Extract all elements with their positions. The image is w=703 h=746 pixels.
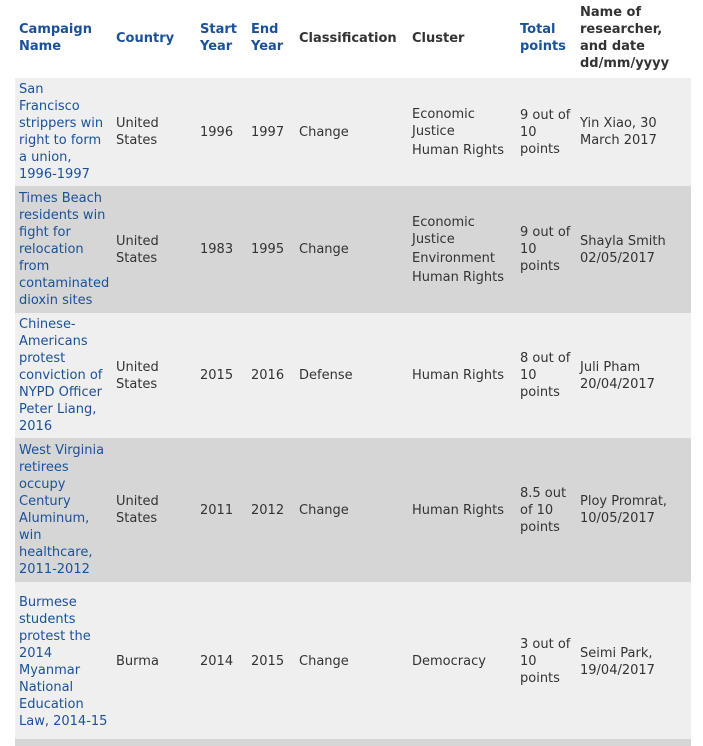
classification-cell: Defense bbox=[299, 368, 353, 383]
country-cell: United States bbox=[116, 494, 159, 526]
header-researcher: Name of researcher, and date dd/mm/yyyy bbox=[580, 5, 670, 71]
cluster-cell bbox=[408, 438, 516, 582]
campaign-link[interactable]: West Virginia retirees occupy Century Aluminum, win healthcare, 2011-2012 bbox=[19, 443, 105, 577]
next-table-row-partial bbox=[15, 739, 691, 746]
cluster-item: Environment bbox=[412, 250, 496, 266]
cluster-item: Economic Justice bbox=[412, 214, 475, 247]
start-year-cell: 1996 bbox=[200, 124, 234, 140]
points-cell: 9 out of 10 points bbox=[520, 225, 571, 274]
researcher-cell: Shayla Smith 02/05/2017 bbox=[580, 233, 666, 266]
cluster-cell bbox=[408, 313, 516, 438]
header-end-year[interactable]: End Year bbox=[251, 22, 284, 54]
table-row bbox=[15, 582, 691, 741]
cluster-item: Human Rights bbox=[412, 269, 505, 285]
start-year-cell: 2014 bbox=[200, 654, 234, 669]
table-row bbox=[15, 76, 691, 186]
header-campaign-name[interactable]: Campaign Name bbox=[19, 22, 92, 54]
header-cluster: Cluster bbox=[412, 30, 465, 46]
researcher-cell: Yin Xiao, 30 March 2017 bbox=[580, 116, 657, 148]
country-cell: United States bbox=[116, 233, 159, 266]
points-cell: 3 out of 10 points bbox=[520, 637, 571, 686]
header-total-points[interactable]: Total points bbox=[520, 22, 566, 54]
researcher-cell: Juli Pham 20/04/2017 bbox=[580, 359, 655, 392]
country-cell: Burma bbox=[116, 654, 159, 669]
start-year-cell: 2015 bbox=[200, 368, 234, 383]
end-year-cell: 2015 bbox=[251, 654, 285, 669]
table-row bbox=[15, 438, 691, 582]
points-cell: 8.5 out of 10 points bbox=[520, 485, 567, 535]
cluster-cell bbox=[408, 186, 516, 313]
points-cell: 8 out of 10 points bbox=[520, 351, 571, 400]
cluster-item: Human Rights bbox=[412, 368, 505, 383]
end-year-cell: 1995 bbox=[251, 242, 285, 257]
country-cell: United States bbox=[116, 116, 159, 148]
end-year-cell: 1997 bbox=[251, 124, 285, 140]
classification-cell: Change bbox=[299, 654, 349, 669]
end-year-cell: 2016 bbox=[251, 368, 285, 383]
table-header-row bbox=[15, 0, 691, 76]
cluster-cell bbox=[408, 76, 516, 186]
start-year-cell: 2011 bbox=[200, 502, 234, 518]
cluster-cell bbox=[408, 582, 516, 741]
campaign-link[interactable]: Chinese-Americans protest conviction of NYPD Officer Peter Liang, 2016 bbox=[19, 317, 103, 434]
cluster-item: Human Rights bbox=[412, 502, 505, 518]
campaign-link[interactable]: San Francisco strippers win right to form a union, 1996-1997 bbox=[19, 82, 104, 182]
table-row bbox=[15, 313, 691, 438]
cluster-item: Democracy bbox=[412, 654, 486, 669]
researcher-cell: Seimi Park, 19/04/2017 bbox=[580, 645, 655, 678]
points-cell: 9 out of 10 points bbox=[520, 107, 571, 157]
researcher-cell: Ploy Promrat, 10/05/2017 bbox=[580, 494, 668, 526]
start-year-cell: 1983 bbox=[200, 242, 234, 257]
classification-cell: Change bbox=[299, 242, 349, 257]
classification-cell: Change bbox=[299, 124, 349, 140]
header-country[interactable]: Country bbox=[116, 30, 175, 46]
header-start-year[interactable]: Start Year bbox=[200, 22, 237, 54]
end-year-cell: 2012 bbox=[251, 502, 285, 518]
classification-cell: Change bbox=[299, 502, 349, 518]
header-classification: Classification bbox=[299, 30, 397, 46]
table-row bbox=[15, 186, 691, 313]
campaign-link[interactable]: Times Beach residents win fight for relocation from contaminated dioxin sites bbox=[19, 191, 110, 308]
campaigns-table bbox=[15, 0, 691, 741]
country-cell: United States bbox=[116, 359, 159, 392]
campaign-link[interactable]: Burmese students protest the 2014 Myanmar National Education Law, 2014-15 bbox=[19, 594, 108, 729]
cluster-item: Economic Justice bbox=[412, 106, 475, 139]
cluster-item: Human Rights bbox=[412, 142, 505, 158]
